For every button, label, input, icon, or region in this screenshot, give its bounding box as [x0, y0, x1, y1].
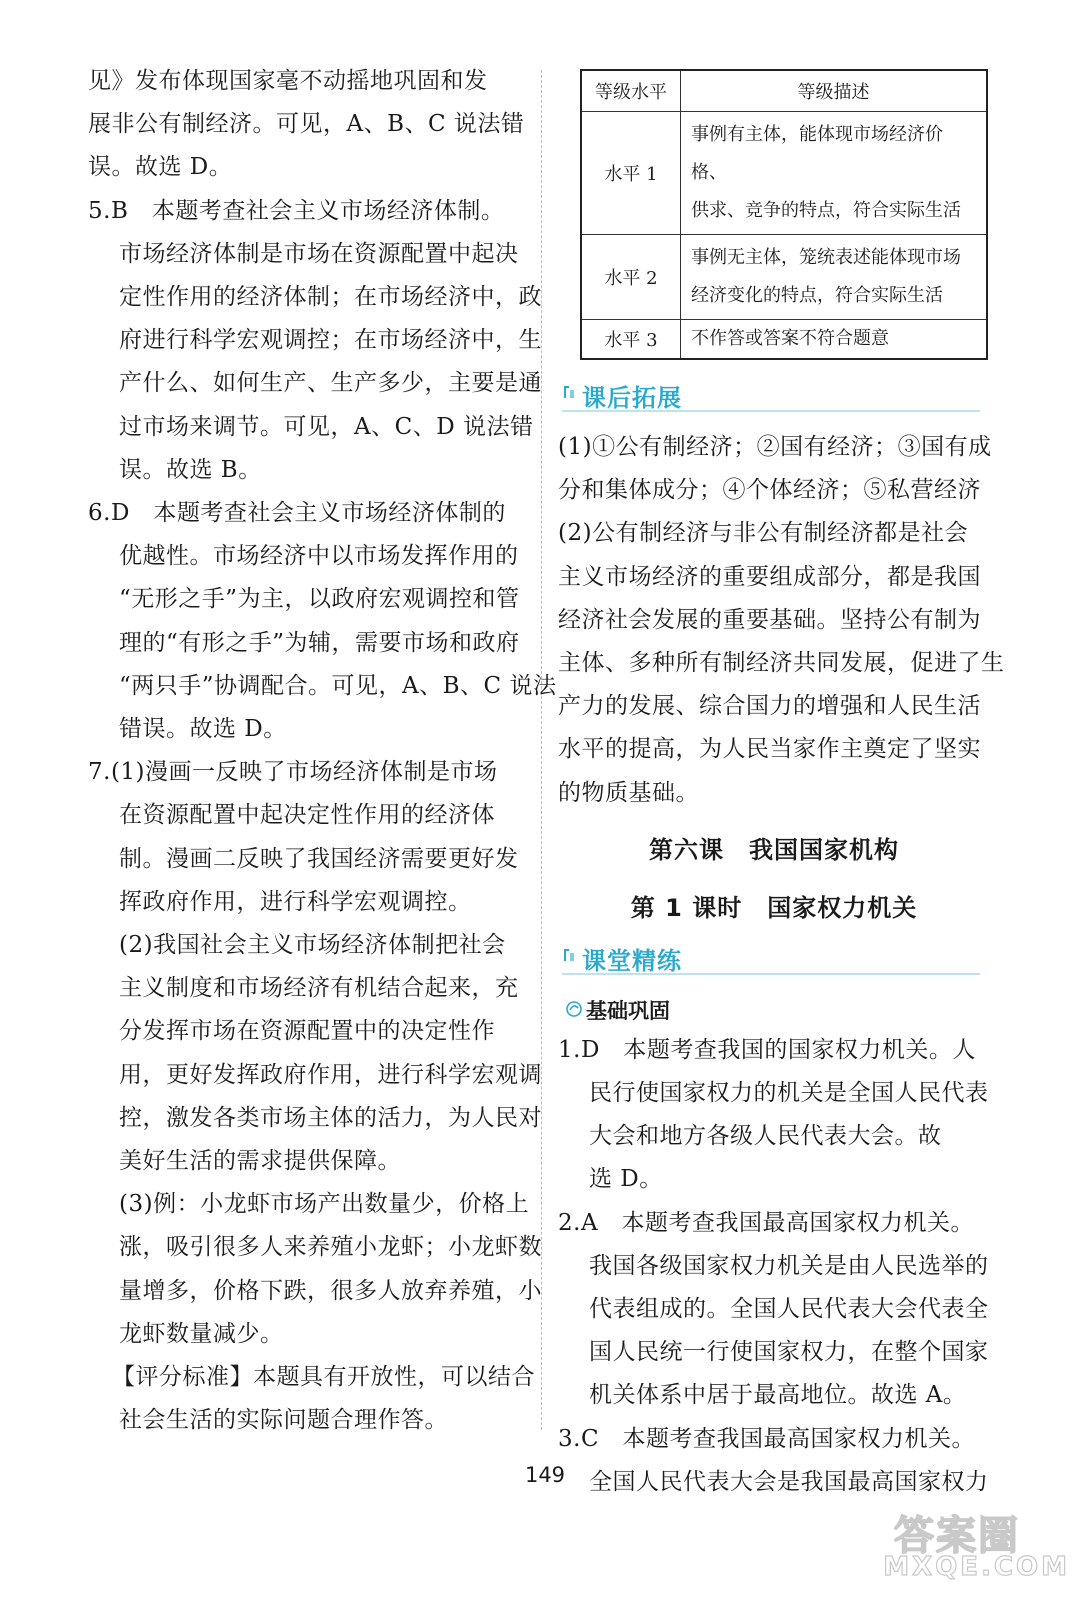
- text-line: 涨，吸引很多人来养殖小龙虾；小龙虾数: [119, 1234, 542, 1261]
- text-line: 【评分标准】本题具有开放性，可以结合: [112, 1364, 535, 1391]
- subsection-header: [558, 989, 990, 1029]
- answer-7-3: [88, 1183, 542, 1356]
- text-line: 产什么、如何生产、生产多少，主要是通: [119, 370, 542, 397]
- text-line: (3)例：小龙虾市场产出数量少，价格上: [119, 1191, 530, 1218]
- text-line: 6.D 本题考查社会主义市场经济体制的: [88, 500, 506, 527]
- watermark: [870, 1498, 1070, 1588]
- section-header-after-class: [558, 378, 990, 416]
- text-line: 府进行科学宏观调控；在市场经济中，生: [119, 327, 542, 354]
- text-line: 量增多，价格下跌，很多人放弃养殖，小: [119, 1277, 542, 1304]
- text-line: 理的“有形之手”为辅，需要市场和政府: [119, 629, 520, 656]
- section-underline: [562, 410, 980, 412]
- text-line: 见》发布体现国家毫不动摇地巩固和发: [88, 68, 488, 94]
- answer-1: [558, 1029, 990, 1202]
- text-line: 过市场来调节。可见，A、C、D 说法错: [119, 413, 534, 440]
- text-line: 2.A 本题考查我国最高国家权力机关。: [558, 1209, 975, 1236]
- column-divider: [541, 70, 542, 1430]
- right-column: [558, 64, 1005, 1504]
- text-line: 大会和地方各级人民代表大会。故: [589, 1123, 942, 1150]
- section-title: 课堂精练: [582, 946, 682, 975]
- after-class-para-1: [558, 426, 990, 512]
- text-line: “无形之手”为主，以政府宏观调控和管: [119, 586, 520, 613]
- desc-line: 事例有主体，能体现市场经济价格、: [691, 124, 943, 183]
- text-line: 制。漫画二反映了我国经济需要更好发: [119, 845, 519, 872]
- section-header-class-practice: [558, 941, 990, 979]
- answer-6: [88, 492, 557, 751]
- subsection-title: 基础巩固: [586, 998, 670, 1023]
- left-para-0: [88, 60, 528, 190]
- watermark-url: MXQE.COM: [883, 1552, 1070, 1582]
- text-line: 经济社会发展的重要基础。坚持公有制为: [558, 606, 981, 633]
- text-line: 社会生活的实际问题合理作答。: [119, 1407, 448, 1434]
- text-line: 全国人民代表大会是我国最高国家权力: [589, 1468, 989, 1495]
- text-line: 美好生活的需求提供保障。: [119, 1148, 401, 1175]
- table-row: [581, 112, 987, 235]
- answer-7-2: [88, 924, 542, 1183]
- grade-table: [580, 69, 988, 360]
- text-line: 市场经济体制是市场在资源配置中起决: [119, 240, 519, 267]
- text-line: 龙虾数量减少。: [119, 1320, 284, 1347]
- answer-3: [558, 1418, 990, 1504]
- text-line: 用，更好发挥政府作用，进行科学宏观调: [119, 1061, 542, 1088]
- answer-5: [88, 190, 542, 492]
- text-line: “两只手”协调配合。可见，A、B、C 说法: [119, 672, 557, 699]
- text-line: 优越性。市场经济中以市场发挥作用的: [119, 543, 519, 570]
- table-row: [581, 320, 987, 360]
- text-line: 产力的发展、综合国力的增强和人民生活: [558, 693, 981, 720]
- text-line: 1.D 本题考查我国的国家权力机关。人: [558, 1036, 976, 1063]
- text-line: 误。故选 D。: [88, 154, 233, 181]
- scoring-standard: [88, 1356, 535, 1442]
- table-row: [581, 235, 987, 320]
- text-line: 国人民统一行使国家权力，在整个国家: [589, 1339, 989, 1366]
- leaf-icon: [564, 999, 584, 1019]
- grade-desc: [681, 112, 988, 235]
- text-line: 3.C 本题考查我国最高国家权力机关。: [558, 1425, 976, 1452]
- grade-level: 水平 2: [581, 235, 681, 320]
- text-line: 机关体系中居于最高地位。故选 A。: [589, 1382, 967, 1409]
- grade-table-header: [581, 70, 987, 112]
- text-line: 展非公有制经济。可见，A、B、C 说法错: [88, 111, 525, 138]
- text-line: 水平的提高，为人民当家作主奠定了坚实: [558, 736, 981, 763]
- text-line: 定性作用的经济体制；在市场经济中，政: [119, 284, 542, 311]
- text-line: 的物质基础。: [558, 779, 699, 806]
- grade-desc: [681, 235, 988, 320]
- text-line: 我国各级国家权力机关是由人民选举的: [589, 1252, 989, 1279]
- grade-desc: [681, 320, 988, 360]
- section-title: 课后拓展: [582, 384, 682, 412]
- text-line: 错误。故选 D。: [119, 716, 287, 743]
- section-marker-icon: [562, 947, 576, 963]
- text-line: 主体、多种所有制经济共同发展，促进了生: [558, 650, 1005, 677]
- answer-7-1: [88, 751, 528, 924]
- after-class-para-2: [558, 512, 1005, 814]
- section-underline: [562, 973, 980, 975]
- grade-level: 水平 3: [581, 320, 681, 360]
- text-line: 挥政府作用，进行科学宏观调控。: [119, 888, 472, 915]
- left-column: [88, 60, 557, 1443]
- text-line: 民行使国家权力的机关是全国人民代表: [589, 1080, 989, 1107]
- header-desc: 等级描述: [681, 70, 988, 112]
- text-line: 主义制度和市场经济有机结合起来，充: [119, 975, 519, 1002]
- text-line: 在资源配置中起决定性作用的经济体: [119, 802, 495, 829]
- text-line: 分和集体成分；④个体经济；⑤私营经济: [558, 477, 981, 504]
- text-line: 分发挥市场在资源配置中的决定性作: [119, 1018, 495, 1045]
- period-title: 第 1 课时 国家权力机关: [630, 893, 918, 922]
- text-line: (2)公有制经济与非公有制经济都是社会: [558, 520, 969, 547]
- text-line: (1)①公有制经济；②国有经济；③国有成: [558, 434, 992, 460]
- text-line: 5.B 本题考查社会主义市场经济体制。: [88, 197, 505, 224]
- text-line: 控，激发各类市场主体的活力，为人民对: [119, 1104, 542, 1131]
- lesson-title: 第六课 我国国家机构: [649, 835, 899, 864]
- grade-level: 水平 1: [581, 112, 681, 235]
- desc-line: 事例无主体，笼统表述能体现市场: [691, 247, 961, 268]
- text-line: 代表组成的。全国人民代表大会代表全: [589, 1296, 989, 1323]
- text-line: 7.(1)漫画一反映了市场经济体制是市场: [88, 759, 498, 786]
- text-line: 主义市场经济的重要组成部分，都是我国: [558, 563, 981, 590]
- answer-2: [558, 1202, 990, 1418]
- text-line: 选 D。: [589, 1166, 663, 1193]
- watermark-text: 答案圈: [894, 1513, 1020, 1559]
- desc-line: 不作答或答案不符合题意: [691, 328, 889, 349]
- text-line: (2)我国社会主义市场经济体制把社会: [119, 932, 506, 959]
- header-level: 等级水平: [581, 70, 681, 112]
- page-number: 149: [524, 1463, 566, 1487]
- section-marker-icon: [562, 384, 576, 400]
- desc-line: 供求、竞争的特点，符合实际生活: [691, 200, 961, 221]
- desc-line: 经济变化的特点，符合实际生活: [691, 285, 943, 306]
- text-line: 误。故选 B。: [119, 456, 262, 483]
